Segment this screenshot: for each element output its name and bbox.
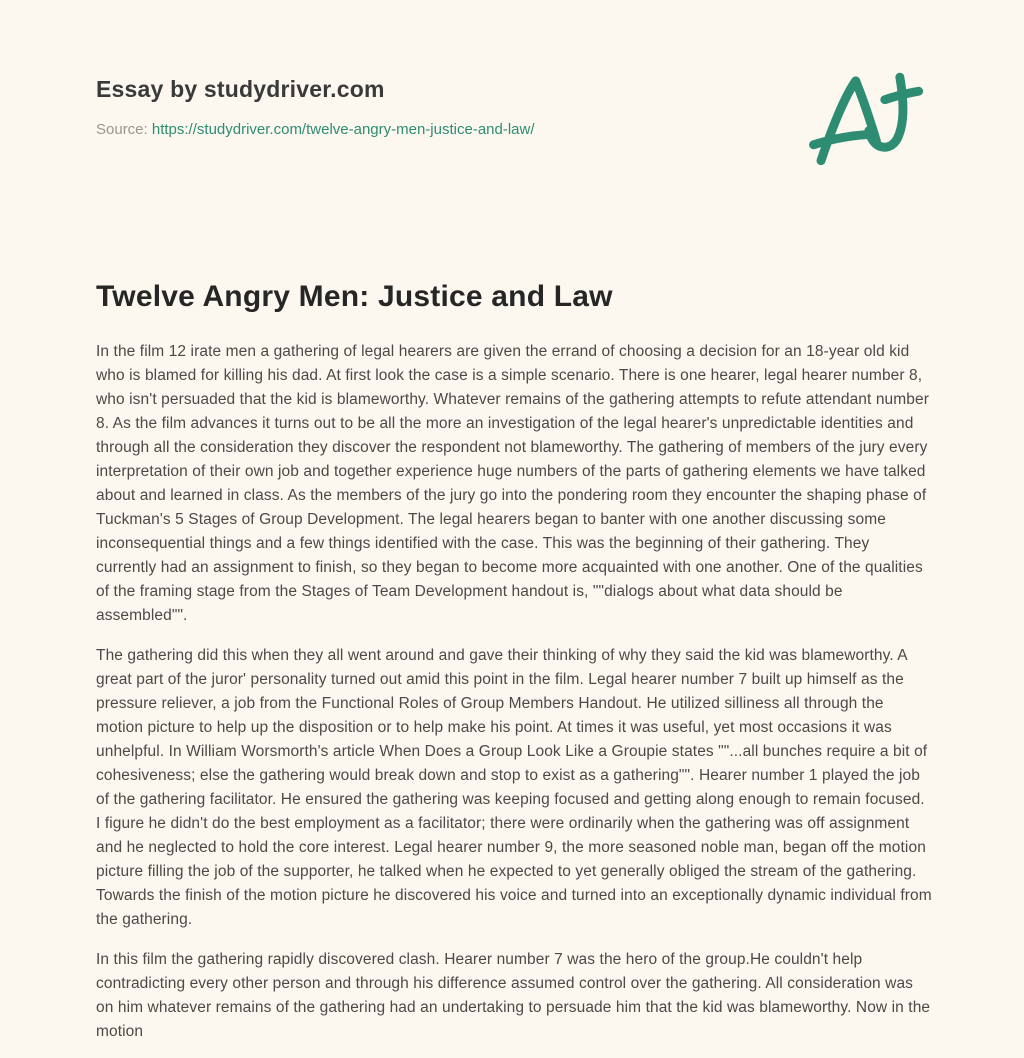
essay-title: Twelve Angry Men: Justice and Law — [96, 280, 613, 313]
header-text-block — [96, 76, 535, 138]
source-label: Source: — [96, 121, 148, 138]
page-header — [96, 76, 928, 168]
essay-paragraph-1: In the film 12 irate men a gathering of legal hearers are given the errand of choosing a decision for an 18-year old kid who is blamed for killing his dad. At first look the case is a simple scenario. There is one hearer, legal hearer number 8, who isn't persuaded that the kid is blameworthy. Whatever remains of the gathering attempts to refute attendant number 8. As the film advances it turns out to be all the more an investigation of the legal hearer's unpredictable identities and through all the consideration they discover the respondent not blameworthy. The gathering of members of the jury every interpretation of their own job and together experience huge numbers of the parts of gathering elements we have talked about and learned in class. As the members of the jury go into the pondering room they encounter the shaping phase of Tuckman's 5 Stages of Group Development. The legal hearers began to banter with one another discussing some inconsequential things and a few things identified with the case. This was the beginning of their gathering. They currently had an assignment to finish, so they began to become more acquainted with one another. One of the qualities of the framing stage from the Stages of Team Development handout is, ""dialogs about what data should be assembled"". — [96, 343, 929, 624]
essay-content — [96, 280, 932, 1044]
essay-paragraph-3: In this film the gathering rapidly discovered clash. Hearer number 7 was the hero of the group.He couldn't help contradicting every other person and through his difference assumed control over the gathering. All consideration was on him whatever remains of the gathering had an undertaking to persuade him that the kid was blameworthy. Now in the motion — [96, 951, 931, 1040]
byline: Essay by studydriver.com — [96, 76, 385, 102]
source-line — [96, 121, 535, 138]
source-link[interactable]: https://studydriver.com/twelve-angry-men-justice-and-law/ — [151, 121, 535, 138]
essay-body — [96, 340, 932, 1044]
a-plus-logo-icon — [806, 68, 928, 168]
essay-paragraph-2: The gathering did this when they all went around and gave their thinking of why they said the kid was blameworthy. A great part of the juror' personality turned out amid this point in the film. Legal hearer number 7 built up himself as the pressure reliever, a job from the Functional Roles of Group Members Handout. He utilized silliness all through the motion picture to help up the disposition or to help make his point. At times it was useful, yet most occasions it was unhelpful. In William Worsmorth's article When Does a Group Look Like a Groupie states ""...all bunches require a bit of cohesiveness; else the gathering would break down and stop to exist as a gathering"". Hearer number 1 played the job of the gathering facilitator. He ensured the gathering was keeping focused and getting along enough to remain focused. I figure he didn't do the best employment as a facilitator; there were ordinarily when the gathering was off assignment and he neglected to hold the core interest. Legal hearer number 9, the more seasoned noble man, began off the motion picture filling the job of the supporter, he talked when he expected to yet generally obliged the stream of the gathering. Towards the finish of the motion picture he discovered his voice and turned into an exceptionally dynamic individual from the gathering. — [96, 647, 932, 928]
